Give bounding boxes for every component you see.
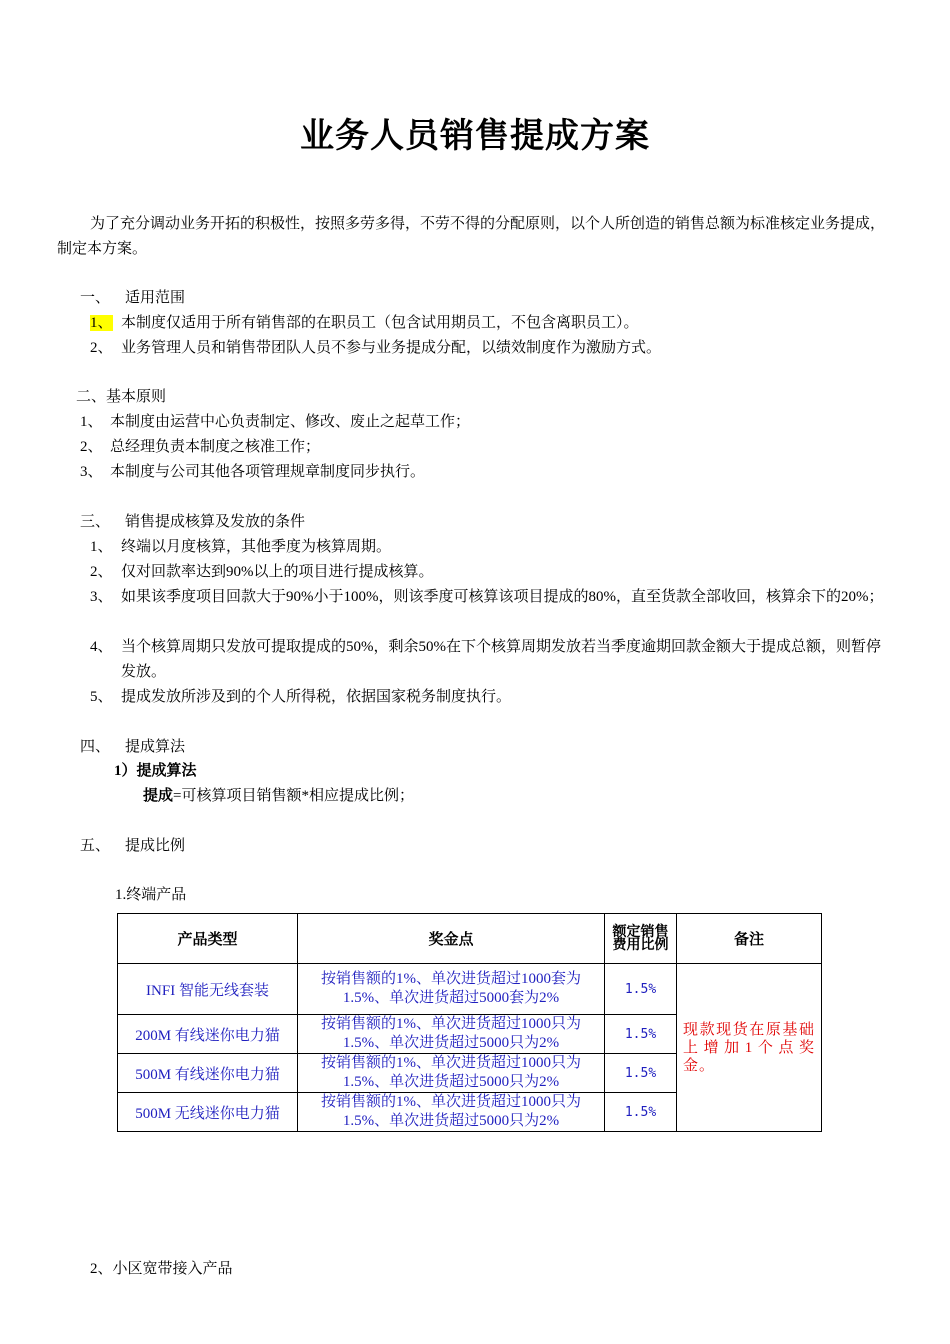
s3-item-1-number: 1、 [90,539,113,555]
s5-subheading-2: 2、小区宽带接入产品 [90,1261,233,1277]
product-cell: 500M 有线迷你电力猫 [118,1054,298,1093]
ratio-cell: 1.5% [605,1093,677,1132]
s2-item-2-text: 总经理负责本制度之核准工作； [110,439,321,455]
s2-item-2-number: 2、 [80,439,103,455]
intro-paragraph: 为了充分调动业务开拓的积极性，按照多劳多得，不劳不得的分配原则，以个人所创造的销售总额为标准核定业务提成，制定本方案。 [57,216,886,257]
section-5-title: 提成比例 [125,838,186,854]
s3-item-4-text: 当个核算周期只发放可提取提成的50%，剩余50%在下个核算周期发放若当季度逾期回款金额大于提成总额，则暂停发放。 [121,639,881,680]
s2-item-1-text: 本制度由运营中心负责制定、修改、废止之起草工作； [110,414,471,430]
header-sales-expense-ratio: 额定销售费用比例 [605,914,677,964]
header-bonus-point: 奖金点 [298,914,605,964]
s4-subheading: 1）提成算法 [114,763,197,779]
s3-item-3-text: 如果该季度项目回款大于90%小于100%，则该季度可核算该项目提成的80%，直至货款全部收回，核算余下的20%； [121,589,884,605]
bonus-table [117,913,822,1132]
page-title: 业务人员销售提成方案 [300,116,650,156]
section-4-number: 四、 [80,739,111,755]
s3-item-2-number: 2、 [90,564,113,580]
s3-item-5-text: 提成发放所涉及到的个人所得税，依据国家税务制度执行。 [121,689,512,705]
s1-item-2-number: 2、 [90,340,113,356]
section-3-number: 三、 [80,514,111,530]
header-remarks: 备注 [677,914,822,964]
product-cell: INFI 智能无线套装 [118,964,298,1015]
bonus-cell: 按销售额的1%、单次进货超过1000套为1.5%、单次进货超过5000套为2% [298,964,605,1015]
s2-item-3-text: 本制度与公司其他各项管理规章制度同步执行。 [110,464,426,480]
s5-subheading-1: 1.终端产品 [115,887,187,903]
section-3-title: 销售提成核算及发放的条件 [125,514,306,530]
s3-item-2-text: 仅对回款率达到90%以上的项目进行提成核算。 [121,564,434,580]
section-5-number: 五、 [80,838,111,854]
s1-item-1-text: 本制度仅适用于所有销售部的在职员工（包含试用期员工，不包含离职员工）。 [121,315,639,331]
ratio-cell: 1.5% [605,1015,677,1054]
bonus-cell: 按销售额的1%、单次进货超过1000只为1.5%、单次进货超过5000只为2% [298,1093,605,1132]
ratio-cell: 1.5% [605,1054,677,1093]
s1-item-2-text: 业务管理人员和销售带团队人员不参与业务提成分配，以绩效制度作为激励方式。 [121,340,662,356]
s2-item-1-number: 1、 [80,414,103,430]
s4-formula: 提成=可核算项目销售额*相应提成比例； [143,788,414,804]
bonus-cell: 按销售额的1%、单次进货超过1000只为1.5%、单次进货超过5000只为2% [298,1015,605,1054]
product-cell: 500M 无线迷你电力猫 [118,1093,298,1132]
section-1-title: 适用范围 [125,290,186,306]
s3-item-5-number: 5、 [90,689,113,705]
product-cell: 200M 有线迷你电力猫 [118,1015,298,1054]
s3-item-1-text: 终端以月度核算，其他季度为核算周期。 [121,539,392,555]
header-product-type: 产品类型 [118,914,298,964]
ratio-cell: 1.5% [605,964,677,1015]
bonus-cell: 按销售额的1%、单次进货超过1000只为1.5%、单次进货超过5000只为2% [298,1054,605,1093]
section-2-heading: 二、基本原则 [76,389,167,405]
section-4-title: 提成算法 [125,739,186,755]
s1-item-1-number: 1、 [90,315,113,331]
table-header-row [118,914,822,964]
s2-item-3-number: 3、 [80,464,103,480]
section-1-number: 一、 [80,290,111,306]
remarks-cell: 现款现货在原基础上增加1个点奖金。 [677,964,822,1132]
s3-item-3-number: 3、 [90,589,113,605]
s3-item-4-number: 4、 [90,639,113,655]
table-row [118,964,822,1015]
